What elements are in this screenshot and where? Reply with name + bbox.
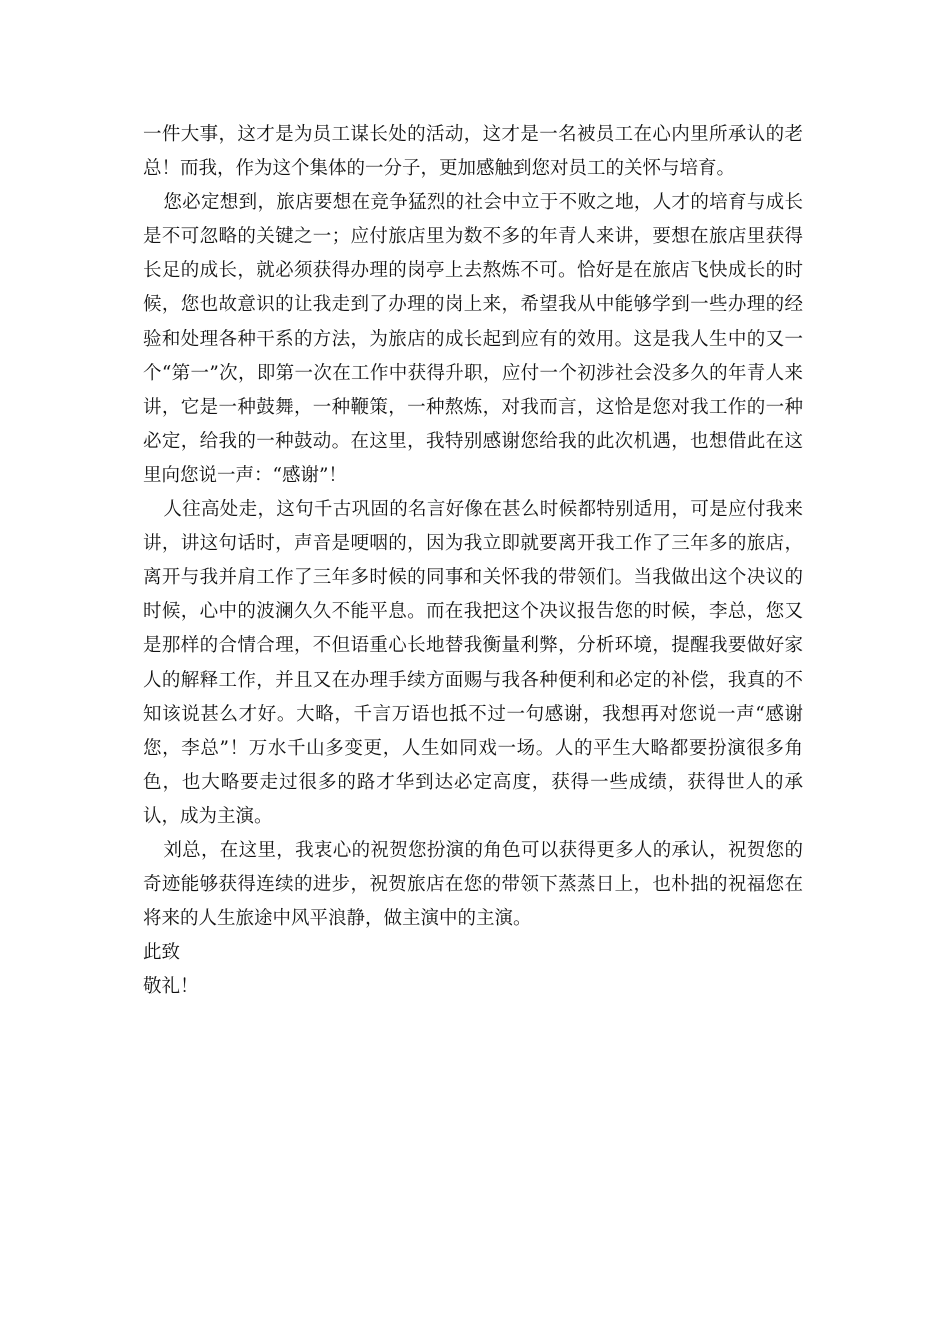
paragraph-blessing: 刘总，在这里，我衷心的祝贺您扮演的角色可以获得更多人的承认，祝贺您的奇迹能够获得连续的进步，祝贺旅店在您的带领下蒸蒸日上，也朴拙的祝福您在将来的人生旅途中风平浪静，做主演中的主演。 bbox=[143, 839, 803, 930]
closing-line: 此致 bbox=[143, 942, 181, 964]
paragraph-talent-growth: 您必定想到，旅店要想在竞争猛烈的社会中立于不败之地，人才的培育与成长是不可忽略的关键之一；应付旅店里为数不多的年青人来讲，要想在旅店里获得长足的成长，就必须获得办理的岗亭上去熬炼不可。恰好是在旅店飞快成长的时候，您也故意识的让我走到了办理的岗上来，希望我从中能够学到一些办理的经验和处理各种干系的方法，为旅店的成长起到应有的效用。这是我人生中的又一个“第一”次，即第一次在工作中获得升职，应付一个初涉社会没多久的年青人来讲，它是一种鼓舞，一种鞭策，一种熬炼，对我而言，这恰是您对我工作的一种必定，给我的一种鼓动。在这里，我特别感谢您给我的此次机遇，也想借此在这里向您说一声：“感谢”！ bbox=[143, 192, 803, 486]
paragraph-continuation: 一件大事，这才是为员工谋长处的活动，这才是一名被员工在心内里所承认的老总！而我，作为这个集体的一分子，更加感触到您对员工的关怀与培育。 bbox=[143, 124, 803, 180]
paragraph-departure: 人往高处走，这句千古巩固的名言好像在甚么时候都特别适用，可是应付我来讲，讲这句话时，声音是哽咽的，因为我立即就要离开我工作了三年多的旅店，离开与我并肩工作了三年多时候的同事和关怀我的带领们。当我做出这个决议的时候，心中的波澜久久不能平息。而在我把这个决议报告您的时候，李总，您又是那样的合情合理，不但语重心长地替我衡量利弊，分析环境，提醒我要做好家人的解释工作，并且又在办理手续方面赐与我各种便利和必定的补偿，我真的不知该说甚么才好。大略，千言万语也抵不过一句感谢，我想再对您说一声“感谢您，李总”！万水千山多变更，人生如同戏一场。人的平生大略都要扮演很多角色，也大略要走过很多的路才华到达必定高度，获得一些成绩，获得世人的承认，成为主演。 bbox=[143, 499, 803, 827]
salutation-line: 敬礼！ bbox=[143, 976, 199, 998]
letter-body bbox=[143, 118, 803, 1004]
